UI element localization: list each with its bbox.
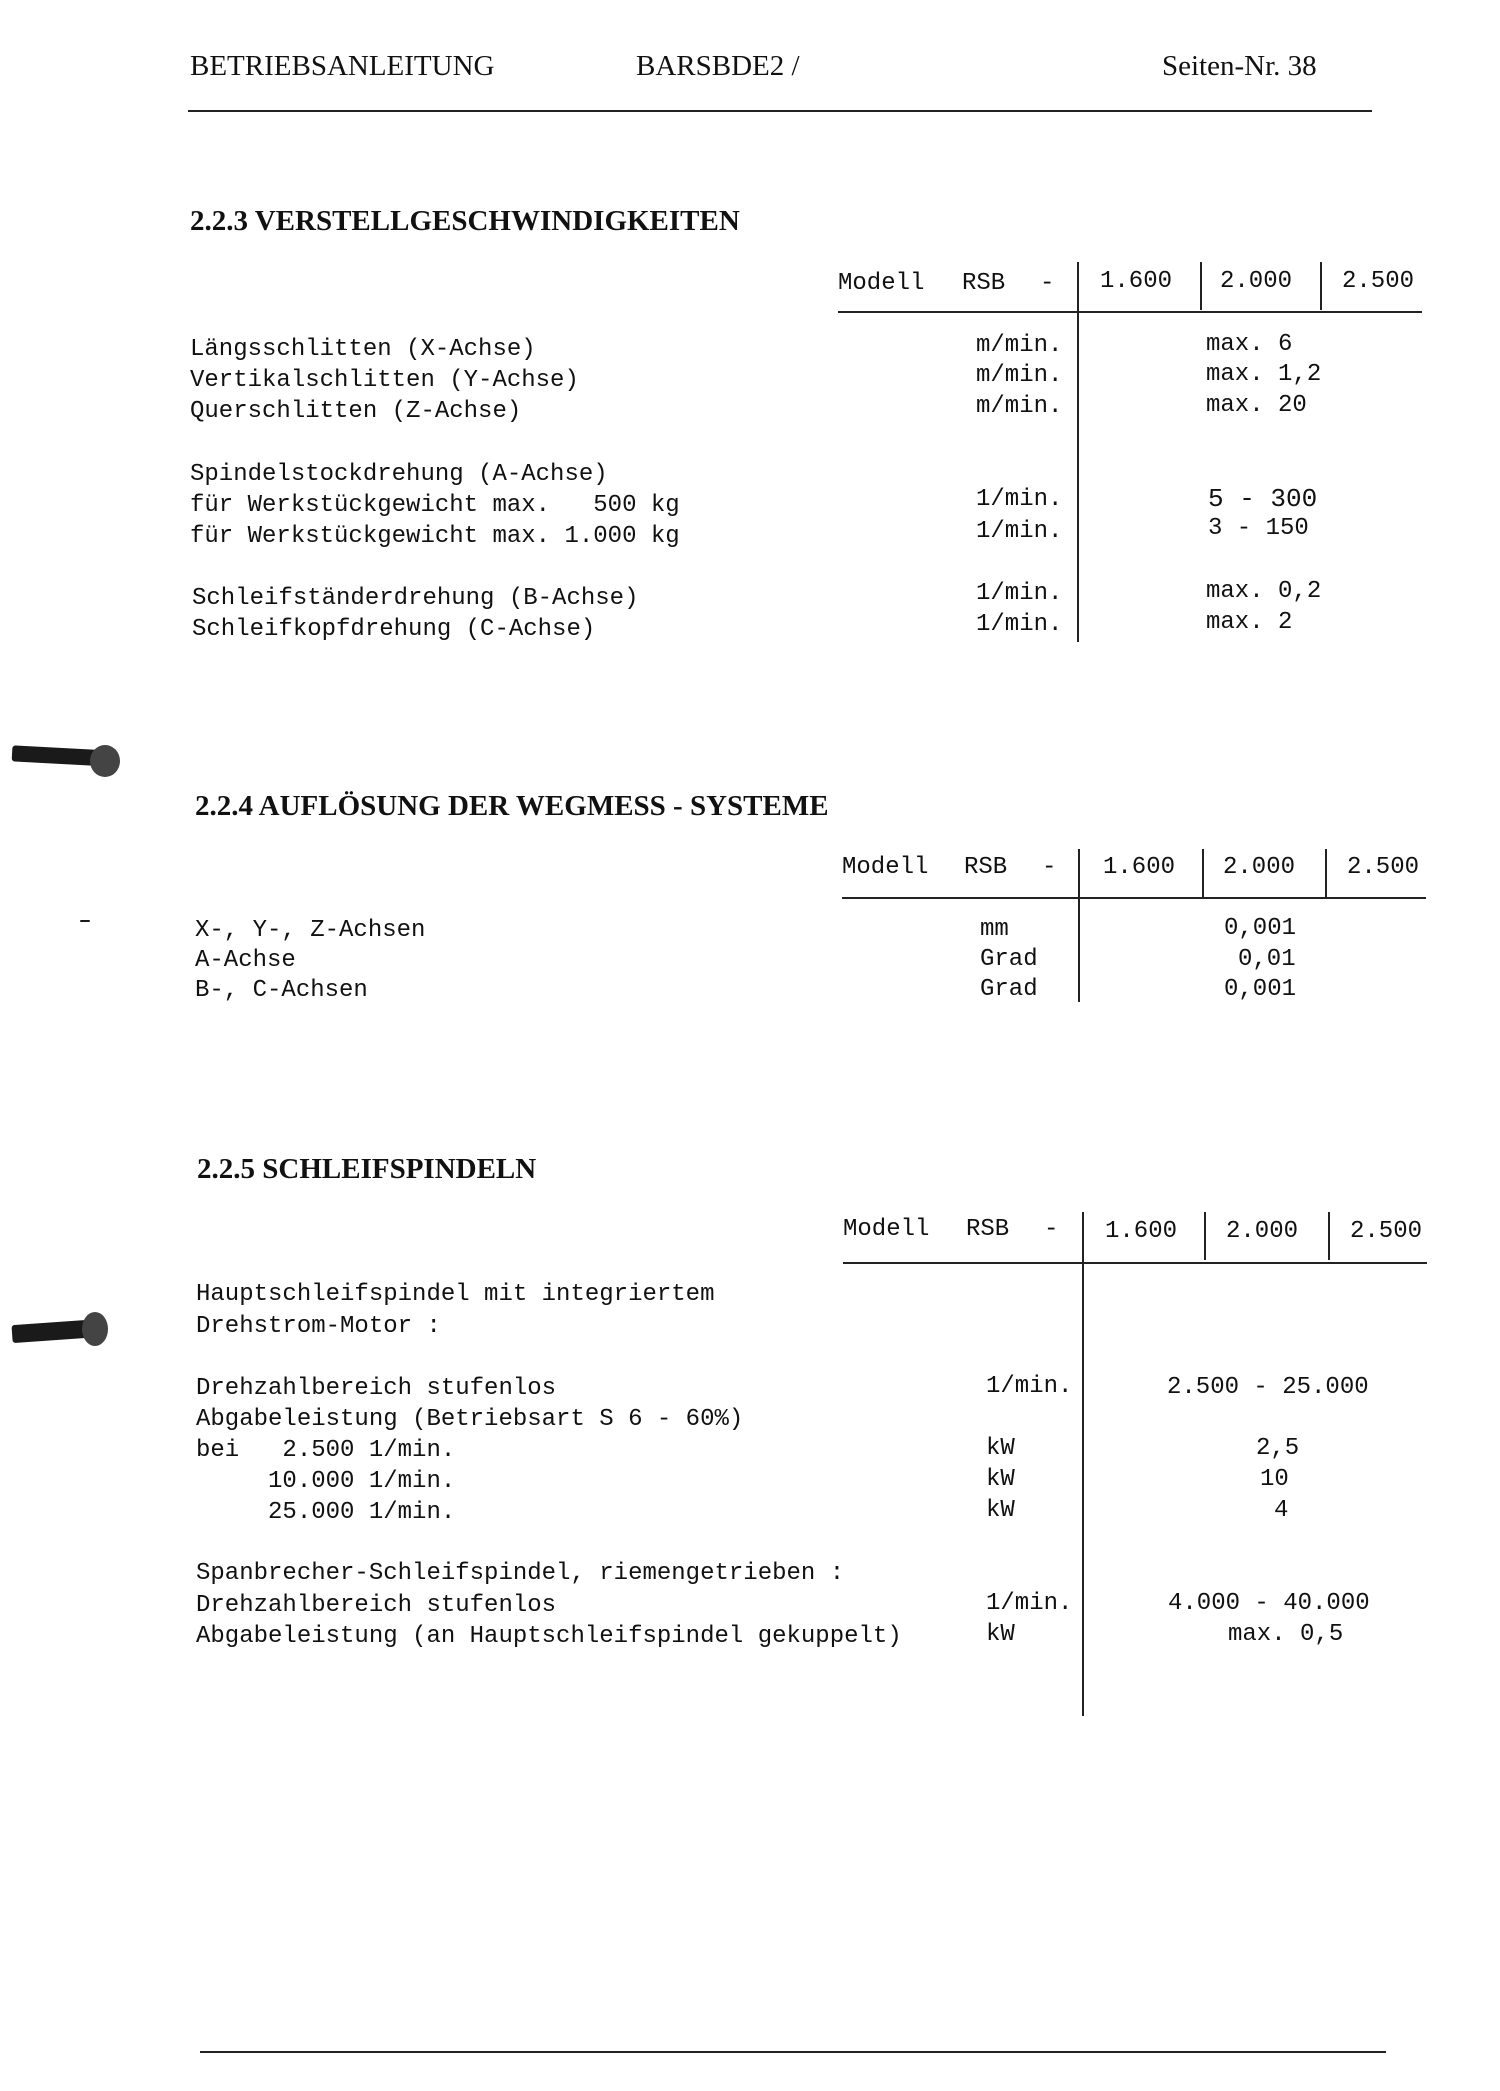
header-model-2500: 2.500: [1350, 1218, 1423, 1245]
row-value: 5 - 300: [1208, 484, 1318, 514]
header-modell: Modell: [842, 854, 929, 881]
header-rsb: RSB: [966, 1216, 1010, 1243]
row-value: max. 0,2: [1206, 578, 1322, 605]
table-header-rule: [842, 897, 1426, 899]
header-dash: -: [1044, 1216, 1059, 1243]
row-unit: 1/min.: [986, 1373, 1073, 1400]
row-label: für Werkstückgewicht max. 1.000 kg: [190, 523, 680, 550]
row-unit: kW: [986, 1621, 1015, 1648]
header-model-1600: 1.600: [1105, 1218, 1178, 1245]
column-divider: [1325, 849, 1327, 897]
row-label: Vertikalschlitten (Y-Achse): [190, 367, 579, 394]
row-value: 10: [1260, 1466, 1289, 1493]
header-document-code: BARSBDE2 /: [636, 50, 800, 82]
row-label: B-, C-Achsen: [195, 977, 368, 1004]
row-label: Längsschlitten (X-Achse): [190, 336, 536, 363]
header-rsb: RSB: [962, 270, 1006, 297]
row-value: max. 0,5: [1228, 1621, 1344, 1648]
row-label: Abgabeleistung (an Hauptschleifspindel gekuppelt): [196, 1623, 902, 1650]
row-unit: mm: [980, 916, 1009, 943]
section-title: 2.2.3 VERSTELLGESCHWINDIGKEITEN: [190, 205, 740, 237]
header-modell: Modell: [838, 270, 925, 297]
header-rsb: RSB: [964, 854, 1008, 881]
header-model-1600: 1.600: [1103, 854, 1176, 881]
header-model-2500: 2.500: [1347, 854, 1420, 881]
binding-clip-mark: [82, 1312, 108, 1346]
row-unit: 1/min.: [976, 580, 1063, 607]
row-label: Spindelstockdrehung (A-Achse): [190, 461, 608, 488]
header-dash: -: [1042, 854, 1057, 881]
row-unit: m/min.: [976, 393, 1063, 420]
row-unit: m/min.: [976, 362, 1063, 389]
table-header-rule: [838, 311, 1422, 313]
footer-rule: [200, 2051, 1386, 2053]
row-value: 4.000 - 40.000: [1168, 1590, 1370, 1617]
row-unit: kW: [986, 1497, 1015, 1524]
header-model-2500: 2.500: [1342, 268, 1415, 295]
row-unit: Grad: [980, 946, 1038, 973]
row-value: 0,001: [1224, 976, 1297, 1003]
header-page-number: Seiten-Nr. 38: [1162, 50, 1317, 82]
column-divider: [1320, 262, 1322, 310]
row-label: bei 2.500 1/min.: [196, 1437, 456, 1464]
row-unit: Grad: [980, 976, 1038, 1003]
row-label: Drehzahlbereich stufenlos: [196, 1375, 557, 1402]
row-label: 25.000 1/min.: [196, 1499, 456, 1526]
row-value: 4: [1274, 1497, 1289, 1524]
row-value: 3 - 150: [1208, 515, 1309, 542]
row-value: max. 2: [1206, 609, 1293, 636]
row-label: Querschlitten (Z-Achse): [190, 398, 522, 425]
header-modell: Modell: [843, 1216, 930, 1243]
column-divider: [1202, 849, 1204, 897]
row-unit: 1/min.: [986, 1590, 1073, 1617]
header-dash: -: [1040, 270, 1055, 297]
row-label: A-Achse: [195, 947, 296, 974]
row-label: für Werkstückgewicht max. 500 kg: [190, 492, 680, 519]
row-label: Drehzahlbereich stufenlos: [196, 1592, 557, 1619]
section-title: 2.2.5 SCHLEIFSPINDELN: [197, 1153, 537, 1185]
row-label: Hauptschleifspindel mit integriertem: [196, 1281, 715, 1308]
row-unit: 1/min.: [976, 486, 1063, 513]
row-label: Drehstrom-Motor :: [196, 1313, 441, 1340]
row-label: Schleifständerdrehung (B-Achse): [192, 585, 639, 612]
header-model-1600: 1.600: [1100, 268, 1173, 295]
header-model-2000: 2.000: [1220, 268, 1293, 295]
row-label: Schleifkopfdrehung (C-Achse): [192, 616, 596, 643]
row-value: max. 1,2: [1206, 361, 1322, 388]
column-divider: [1077, 262, 1079, 642]
row-label: Abgabeleistung (Betriebsart S 6 - 60%): [196, 1406, 744, 1433]
row-unit: 1/min.: [976, 518, 1063, 545]
margin-dash-mark: [80, 920, 90, 922]
table-header-rule: [843, 1262, 1427, 1264]
column-divider: [1328, 1212, 1330, 1260]
row-label: Spanbrecher-Schleifspindel, riemengetrieben :: [196, 1560, 845, 1587]
header-model-2000: 2.000: [1226, 1218, 1299, 1245]
row-value: max. 6: [1206, 331, 1293, 358]
column-divider: [1082, 1212, 1084, 1716]
binding-clip-mark: [90, 745, 120, 777]
column-divider: [1078, 849, 1080, 1002]
row-label: X-, Y-, Z-Achsen: [195, 917, 426, 944]
row-unit: m/min.: [976, 332, 1063, 359]
row-value: max. 20: [1206, 392, 1307, 419]
row-unit: kW: [986, 1466, 1015, 1493]
header-model-2000: 2.000: [1223, 854, 1296, 881]
section-title: 2.2.4 AUFLÖSUNG DER WEGMESS - SYSTEME: [195, 790, 829, 822]
column-divider: [1204, 1212, 1206, 1260]
row-label: 10.000 1/min.: [196, 1468, 456, 1495]
header-title: BETRIEBSANLEITUNG: [190, 50, 495, 82]
row-value: 0,01: [1238, 946, 1296, 973]
row-value: 2.500 - 25.000: [1167, 1374, 1369, 1401]
column-divider: [1200, 262, 1202, 310]
row-unit: kW: [986, 1435, 1015, 1462]
row-value: 2,5: [1256, 1435, 1300, 1462]
header-rule: [188, 110, 1372, 112]
row-unit: 1/min.: [976, 611, 1063, 638]
row-value: 0,001: [1224, 915, 1297, 942]
